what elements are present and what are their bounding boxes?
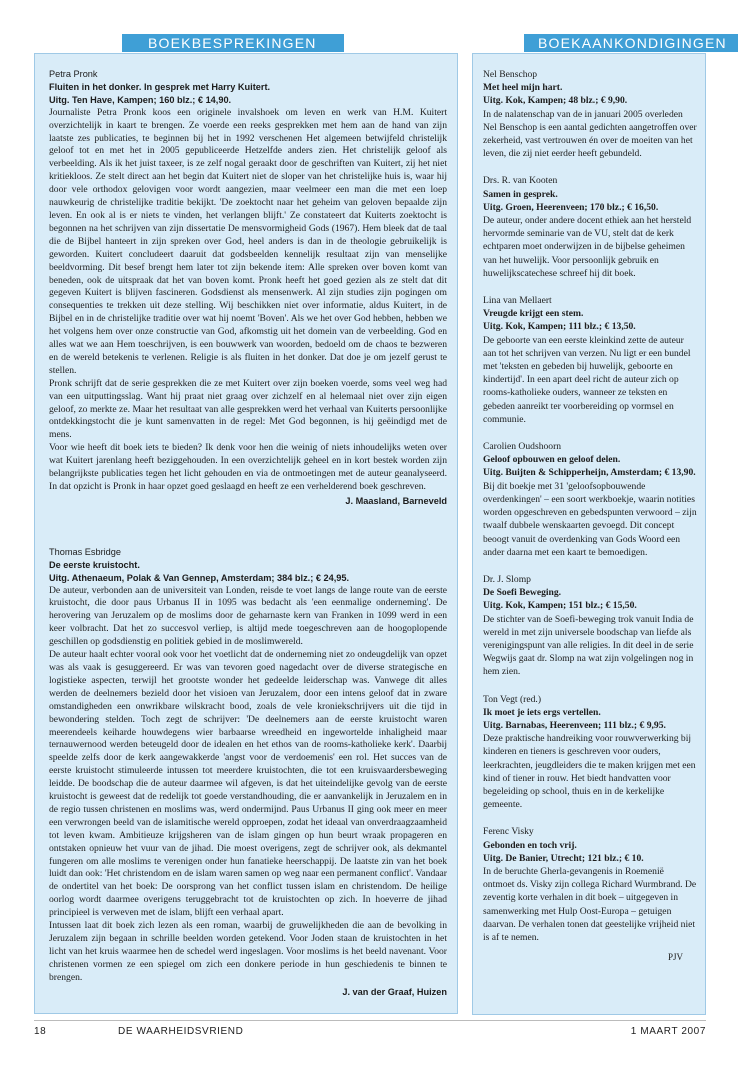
announcement (483, 693, 697, 812)
announcement-author: Carolien Oudshoorn (483, 441, 562, 453)
announcements-column (472, 53, 706, 1015)
issue-date: 1 MAART 2007 (630, 1026, 706, 1037)
announcement-body: De stichter van de Soefi-beweging trok vanuit India de wereld in met zijn universele boodschap van liefde als verenigingspunt van alle religies. In dit deel in de serie Wegwijs gaat dr. Slomp na wat zijn volgelingen nog in hem zien. (483, 613, 694, 678)
review-author: Thomas Esbridge (49, 546, 122, 557)
review-body: De auteur haalt echter vooral ook voor het voetlicht dat de onderneming niet zo ondeugdelijk van opzet was als vaak is gesuggereerd. Er was van tevoren goed nagedacht over de diverse strategische en logistieke aspecten, terwijl het grootste wonder het gedeelde leiderschap was. Vanwege dit alles werden de deelnemers bezield door het visioen van Jeruzalem, door een intens geloof dat in zware omstandigheden een onwrikbare wilskracht bood, zoals de vele kroniekschrijvers uit die tijd in bewondering stelden. Toch zegt de schrijver: 'De deelnemers aan de eerste kruistocht waren meerendeels keiharde houwdegens wier barbaarse wreedheid en ingewortelde inhaligheid maar ternauwernood werden beteugeld door de idealen en het ethos van de rooms-katholieke kerk'. Daarbij speelde zelfs door de kerk aangewakkerde 'angst voor de verdoemenis' een rol. Het succes van de eerste kruistocht stimuleerde intussen tot meerdere kruistochten, die tot een kruisvaardersbeweging leidde. De boodschap die de auteur daarmee wil afgeven, is dat het uiteindelijke gevolg van de eerste kruistocht is geweest dat de redelijk tot goede verstandhouding, die er aanvankelijk in Jeruzalem en in de regio tussen christenen en moslims was, werd ondermijnd. Paus Urbanus II ging ook meer en meer een verwrongen beeld van de islamitische wereld opproepen, zodat het ideaal van onverdraagzaamheid tot leven kwam. Ambitieuze krijgsheren van de islam gingen op hun beurt wraak propageren en ontstaken opnieuw het vuur van de jihad. Die moest overigens, zegt de schrijver ook, als dekmantel fungeren om alle moslims te verenigen onder hun fanatieke heerschappij. De laatste zin van het boek luidt dan ook: 'Het christendom en de islam waren samen op weg naar een permanent conflict'. Vandaar de ondertitel van het boek: De oorsprong van het conflict tussen islam en christendom. De heilige oorlog wordt daarmee overigens teruggebracht tot de kruistochten op zich. In hoeverre de jihad principieel is verweven met de islam, blijft een verhaal apart. (49, 649, 447, 919)
announcement (483, 174, 697, 280)
magazine-name: DE WAARHEIDSVRIEND (118, 1026, 244, 1037)
review-body: Journaliste Petra Pronk koos een originele invalshoek om leven en werk van H.M. Kuitert overzichtelijk in kaart te brengen. Ze voerde een reeks gesprekken met hem aan de hand van zijn laatste zes publicaties, te beginnen bij het in 1992 verschenen Het algemeen betwijfeld christelijk geloof tot en met het in 2005 gepubliceerde Hetzelfde anders zien. Het christelijk geloof als verbeelding. Als ik het juist taxeer, is ze zelf nogal geraakt door de geschriften van Kuitert, zij het niet kritiekloos. Ze stelt direct aan het begin dat Kuitert niet de sloper van het christelijke huis is, waar hij door vele orthodox gelovigen voor wordt aangezien, maar veelmeer een man die met een loep nauwkeurig de christelijke traditie bekijkt. 'De zoektocht naar het geheim van geloven bepaalde zijn leven. En ook al is er niets te vinden, het verlangen blijft.' Ze constateert dat Kuiterts zoektocht is begonnen na het schrijven van zijn dissertatie De mensvormigheid Gods (1967). Hem bleek dat de taal die de Bijbel hanteert in zijn spreken over God, heel anders is dan in de theologie gebruikelijk is geworden. Kuitert concludeert daaruit dat godsbeelden kennelijk resultaat zijn van menselijke beeldvorming. Dit besef brengt hem later tot zijn bekende item: Alle spreken over boven komt van beneden, ook de uitspraak dat het van boven komt. Pronk heeft het goed gezien als ze stelt dat dit gegeven Kuitert is blijven fascineren. Godsdienst als mensenwerk. Al zijn studies zijn pogingen om consequenties te trekken uit deze stelling. Wij beschikken niet over informatie, aldus Kuitert, in de Bijbel en in de christelijke traditie over wat hij noemt 'Boven'. Als we het over God hebben, hebben we het volgens hem over onze constructie van God, afkomstig uit het domein van de verbeelding. God en alles wat we aan Hem toeschrijven, is een bouwwerk van woorden, bedoeld om de chaos te bezweren en de wereld betekenis te verlenen. Religie is als fluiten in het donker. Dat doe je om jezelf gerust te stellen. (49, 106, 447, 376)
announcement-title: Ik moet je iets ergs vertellen. (483, 706, 601, 718)
announcement (483, 294, 697, 426)
announcement-body: In de nalatenschap van de in januari 2005 overleden Nel Benschop is een aantal gedichten aangetroffen over zekerheid, vast vertrouwen én over de moeiten van het leven, die zij niet eerder heeft gebundeld. (483, 108, 697, 160)
review-title: De eerste kruistocht. (49, 559, 140, 570)
announcement-publisher: Uitg. De Banier, Utrecht; 121 blz.; € 10. (483, 852, 644, 864)
review-title: Fluiten in het donker. In gesprek met Harry Kuitert. (49, 81, 271, 92)
section-header-announcements: BOEKAANKONDIGINGEN (524, 34, 738, 52)
review-esbridge (49, 546, 447, 999)
reviews-column (34, 53, 458, 1014)
announcement-body: De auteur, onder andere docent ethiek aan het hersteld hervormde seminarie van de VU, stelt dat de kerk echtparen moet onderwijzen in de bijbelse geheimen van het huwelijk. Voor persoonlijk gebruik en huwelijkscatechese schreef hij dit boek. (483, 215, 692, 279)
review-body: Intussen laat dit boek zich lezen als een roman, waarbij de gruwelijkheden die aan de bevolking in Jeruzalem zijn begaan in schrille beelden worden getekend. Voor Joden staan de kruistochten in het licht van het kruis waarmee hen de schedel werd ingeslagen. Voor moslims is het beeld navenant. Voor christenen vormen ze een spiegel om zich een donkere periode in hun geschiedenis te binnen te brengen. (49, 920, 447, 983)
announcement-title: Met heel mijn hart. (483, 82, 563, 94)
announcement-title: Samen in gesprek. (483, 188, 558, 200)
announcement-author: Drs. R. van Kooten (483, 175, 558, 187)
review-publisher: Uitg. Ten Have, Kampen; 160 blz.; € 14,90. (49, 94, 232, 105)
announcement-author: Nel Benschop (483, 69, 538, 80)
review-body: Voor wie heeft dit boek iets te bieden? Ik denk voor hen die weinig of niets inhoudelijks weten over wat Kuitert jarenlang heeft beziggehouden. In een overzichtelijk geheel en in kort bestek worden zijn belangrijkste publicaties tegen het licht gehouden en via de ontmoetingen met de auteur geanalyseerd. In dat opzicht is Pronk in haar opzet goed geslaagd en heeft ze een verhelderend boek geschreven. (49, 442, 447, 492)
review-publisher: Uitg. Athenaeum, Polak & Van Gennep, Amsterdam; 384 blz.; € 24,95. (49, 572, 350, 583)
announcement-publisher: Uitg. Kok, Kampen; 48 blz.; € 9,90. (483, 95, 628, 107)
review-body: Pronk schrijft dat de serie gesprekken die ze met Kuitert over zijn boeken voerde, soms veel weg had van een uitputtingsslag. Want hij praat niet graag over zichzelf en al helemaal niet over zijn eigen geloof, zo merkte ze. Maar het resultaat van alle gesprekken werd het verhaal van Kuiterts persoonlijke ontdekkingstocht die je kunt samenvatten in de regel: Met God begonnen, is hij geëindigd met de mens. (49, 377, 447, 441)
announcement-title: De Soefi Beweging. (483, 587, 562, 599)
announcement-title: Vreugde krijgt een stem. (483, 308, 584, 320)
announcement (483, 440, 697, 559)
footer-divider (34, 1020, 706, 1021)
review-signature: J. van der Graaf, Huizen (342, 986, 447, 997)
announcement-body: Deze praktische handreiking voor rouwverwerking bij kinderen en tieners is geschreven voor ouders, leerkrachten, jeugdleiders die te maken krijgen met een kind of tiener in rouw. Het biedt handvatten voor begeleiding op school, thuis en in de kerkelijke gemeente. (483, 733, 696, 811)
announcement-body: Bij dit boekje met 31 'geloofsopbouwende overdenkingen' – een soort werkboekje, waarin notities worden opgeschreven en gebedspunten verwoord – zijn twaalf dubbele wenskaarten gevoegd. Dit concept beoogt vanuit de overdenking van Gods Woord een ander daarna met een kaart te bemoedigen. (483, 480, 697, 558)
announcement-publisher: Uitg. Groen, Heerenveen; 170 blz.; € 16,50. (483, 201, 659, 213)
announcement (483, 573, 697, 679)
announcement-author: Ferenc Visky (483, 826, 534, 838)
announcement (483, 825, 697, 944)
announcement-author: Ton Vegt (red.) (483, 693, 542, 705)
announcement-publisher: Uitg. Barnabas, Heerenveen; 111 blz.; € 9,95. (483, 719, 666, 731)
announcement-body: De geboorte van een eerste kleinkind zette de auteur aan tot het schrijven van verzen. Nu ligt er een bundel met 'teksten en gebeden bij huwelijk, geboorte en kindertijd'. In een apart deel richt de auteur zich op rooms-katholieke ouders, wanneer ze teksten en gebeden aanreikt ter voorbereiding op vormsel en communie. (483, 334, 691, 425)
announcement-body: In de beruchte Gherla-gevangenis in Roemenië ontmoet ds. Visky zijn collega Richard Wurmbrand. De zeventig korte verhalen in dit boek – uitgegeven in samenwerking met Hulp Oost-Europa – getuigen daarvan. De verhalen tonen dat geestelijke vrijheid niet is af te nemen. (483, 865, 697, 943)
announcement-publisher: Uitg. Kok, Kampen; 151 blz.; € 15,50. (483, 600, 637, 612)
editor-initials: PJV (667, 952, 683, 963)
review-signature: J. Maasland, Barneveld (345, 495, 447, 506)
section-header-reviews: BOEKBESPREKINGEN (122, 34, 344, 52)
page-number: 18 (34, 1026, 47, 1037)
review-author: Petra Pronk (49, 69, 98, 79)
announcement-title: Geloof opbouwen en geloof delen. (483, 454, 621, 466)
announcement (483, 68, 697, 160)
announcement-author: Dr. J. Slomp (483, 573, 531, 585)
announcement-title: Gebonden en toch vrij. (483, 839, 577, 851)
announcement-author: Lina van Mellaert (483, 295, 552, 307)
announcement-publisher: Uitg. Kok, Kampen; 111 blz.; € 13,50. (483, 321, 636, 333)
announcement-publisher: Uitg. Buijten & Schipperheijn, Amsterdam; € 13,90. (483, 467, 696, 479)
review-body: De auteur, verbonden aan de universiteit van Londen, reisde te voet langs de lange route van de eerste kruistocht, die door paus Urbanus II in 1095 was bedacht als 'een eenmalige onderneming'. De herovering van Jeruzalem op de moslims door de geharnaste kern van Franken in 1099 werd in een keer volbracht. Dat het zo succesvol verliep, is altijd mede toegeschreven aan de hoogoplopende geschillen op godsdienstig en politiek gebied in de moslimwereld. (49, 584, 447, 648)
review-pronk (49, 68, 447, 508)
